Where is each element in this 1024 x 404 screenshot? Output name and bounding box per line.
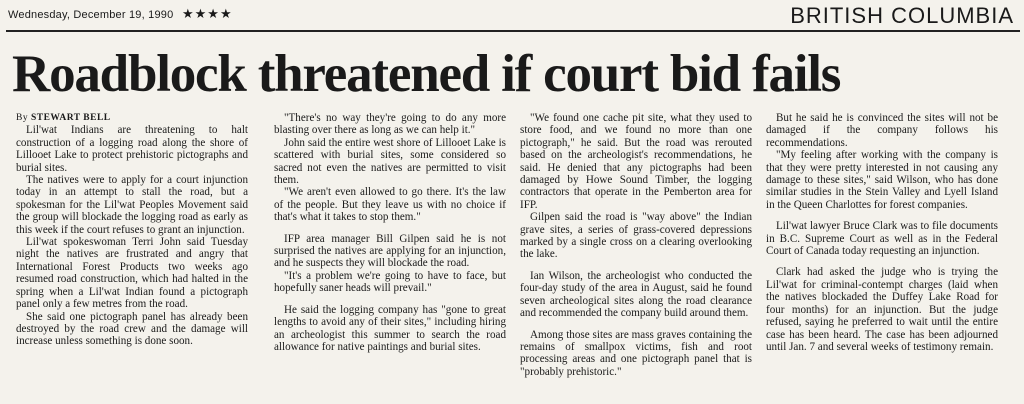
issue-date: Wednesday, December 19, 1990 [8,9,174,21]
paragraph: Lil'wat Indians are threatening to halt construction of a logging road along the shore of Lillooet Lake to protect prehistoric pictographs and burial sites. [16,124,248,174]
paragraph: "We found one cache pit site, what they used to store food, and we found no more than one pictograph," he said. But the road was rerouted based on the archeologist's recommendations, he said. He denied that any pictographs had been damaged by Howe Sound Timber, the logging contractors that operate in the Pemberton area for IFP. [520,112,752,211]
paragraph: She said one pictograph panel has already been destroyed by the road crew and the damage will increase unless something is done soon. [16,310,248,348]
dateline-bar [8,3,1024,27]
paragraph: The natives were to apply for a court injunction today in an attempt to stall the road, but a spokesman for the Lil'wat Peoples Movement said the group will blockade the logging road as early as this week if the court refuses to grant an injunction. [16,174,248,236]
paragraph: "My feeling after working with the company is that they were pretty interested in not causing any damage to these sites," said Wilson, who has done similar studies in the Stein Valley and Lyell Island in the Queen Charlottes for forest companies. [766,149,998,211]
paragraph: He said the logging company has "gone to great lengths to avoid any of their sites," including hiring an archeologist this summer to search the road allowance for native paintings and burial sites. [274,303,506,353]
paragraph: Ian Wilson, the archeologist who conducted the four-day study of the area in August, said he found seven archeological sites along the road clearance and recommended the company build around them. [520,269,752,320]
paragraph: But he said he is convinced the sites will not be damaged if the company follows his recommendations. [766,112,998,149]
article-column-3 [520,112,752,378]
paragraph: Gilpen said the road is "way above" the Indian grave sites, a series of grass-covered depressions marked by a single cross on a clearing overlooking the lake. [520,211,752,261]
paragraph: Clark had asked the judge who is trying the Lil'wat for criminal-contempt charges (laid when the natives blockaded the Duffey Lake Road for four months) for an injunction. But the judge refused, saying he preferred to wait until the entire case has been heard. The case has been adjourned until Jan. 7 and several weeks of testimony remain. [766,266,998,353]
headline: Roadblock threatened if court bid fails [12,45,841,103]
article-column-2 [274,112,506,353]
paragraph: Lil'wat lawyer Bruce Clark was to file documents in B.C. Supreme Court as well as in the Federal Court of Canada today requesting an injunction. [766,220,998,258]
article-column-1 [16,112,248,348]
byline-prefix: By [16,113,29,123]
paragraph: Lil'wat spokeswoman Terri John said Tuesday night the natives are frustrated and angry that International Forest Products two weeks ago resumed road construction, which had halted in the spring when a Lil'wat Indian found a pictograph panel only a few metres from the road. [16,236,248,311]
section-title: BRITISH COLUMBIA [790,3,1014,28]
article-column-4 [766,112,998,353]
paragraph: "There's no way they're going to do any more blasting over there as long as we can help it." [274,112,506,137]
paragraph: IFP area manager Bill Gilpen said he is not surprised the natives are applying for an injunction, and he suspects they will blockade the road. [274,232,506,270]
byline [16,112,248,124]
header-rule [6,30,1020,32]
paragraph: "We aren't even allowed to go there. It's the law of the people. But they leave us with no choice if that's what it takes to stop them." [274,186,506,224]
byline-author: STEWART BELL [30,113,111,123]
paragraph: John said the entire west shore of Lillooet Lake is scattered with burial sites, some considered so sacred not even the natives are permitted to visit them. [274,136,506,187]
edition-stars: ★★★★ [182,6,233,21]
paragraph: "It's a problem we're going to have to face, but hopefully saner heads will prevail." [274,269,506,295]
paragraph: Among those sites are mass graves containing the remains of smallpox victims, fish and root processing areas and one pictograph panel that is "probably prehistoric." [520,328,752,378]
